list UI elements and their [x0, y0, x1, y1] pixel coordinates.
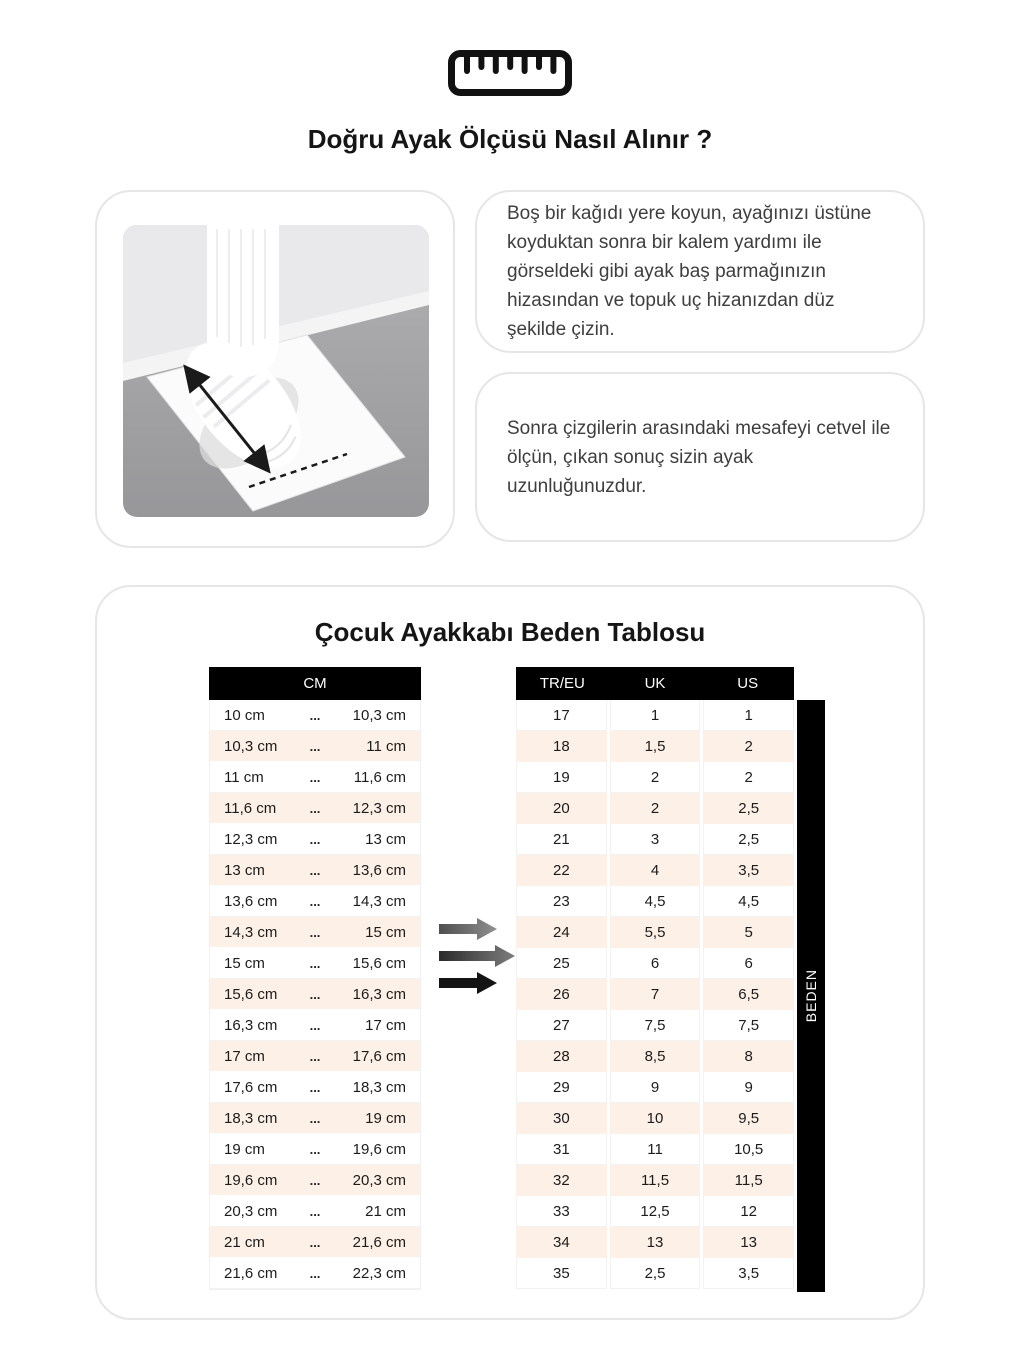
cm-table-row	[210, 917, 420, 948]
size-cell-uk: 2	[610, 762, 701, 793]
size-table-row	[516, 731, 794, 762]
cm-range-from: 17,6 cm	[224, 1078, 278, 1096]
cm-range-from: 21 cm	[224, 1233, 265, 1251]
range-dots: ...	[309, 955, 321, 971]
size-table-row	[516, 762, 794, 793]
size-cell-treu: 34	[516, 1227, 607, 1258]
cm-range-to: 19,6 cm	[352, 1140, 406, 1158]
cm-range-to: 22,3 cm	[352, 1264, 406, 1282]
photo-card	[95, 190, 455, 548]
cm-range-from: 10,3 cm	[224, 737, 278, 755]
size-cell-treu: 18	[516, 731, 607, 762]
cm-range-from: 12,3 cm	[224, 830, 278, 848]
cm-table-row	[210, 793, 420, 824]
size-header-us: US	[737, 675, 759, 692]
size-header-treu: TR/EU	[539, 675, 585, 692]
range-dots: ...	[309, 707, 321, 723]
cm-table-body	[209, 700, 421, 1290]
instruction-text-2: Sonra çizgilerin arasındaki mesafeyi cetvel ile ölçün, çıkan sonuç sizin ayak uzunluğunuzdur.	[507, 417, 891, 497]
size-cell-treu: 22	[516, 855, 607, 886]
size-cell-treu: 26	[516, 979, 607, 1010]
size-cell-uk: 4,5	[610, 886, 701, 917]
cm-range-from: 15,6 cm	[224, 985, 278, 1003]
cm-table-row	[210, 1258, 420, 1289]
size-table-row	[516, 1010, 794, 1041]
range-dots: ...	[309, 1234, 321, 1250]
cm-range-to: 15,6 cm	[352, 954, 406, 972]
size-table-row	[516, 855, 794, 886]
range-dots: ...	[309, 893, 321, 909]
size-cell-us: 2,5	[703, 793, 794, 824]
range-dots: ...	[309, 986, 321, 1002]
range-dots: ...	[309, 1203, 321, 1219]
size-cell-uk: 2	[610, 793, 701, 824]
size-cell-treu: 27	[516, 1010, 607, 1041]
cm-range-from: 11,6 cm	[224, 799, 277, 817]
size-table-row	[516, 824, 794, 855]
range-dots: ...	[309, 800, 321, 816]
cm-range-to: 16,3 cm	[352, 985, 406, 1003]
cm-table-row	[210, 1196, 420, 1227]
size-cell-treu: 25	[516, 948, 607, 979]
cm-range-from: 11 cm	[224, 768, 264, 786]
page-title: Doğru Ayak Ölçüsü Nasıl Alınır ?	[307, 124, 713, 154]
transfer-arrows-icon	[437, 917, 517, 1000]
range-dots: ...	[309, 1110, 321, 1126]
size-cell-us: 8	[703, 1041, 794, 1072]
size-table-row	[516, 700, 794, 731]
instruction-card-1	[475, 190, 925, 353]
size-cell-us: 9,5	[703, 1103, 794, 1134]
size-cell-uk: 8,5	[610, 1041, 701, 1072]
size-table-row	[516, 1072, 794, 1103]
range-dots: ...	[309, 1079, 321, 1095]
cm-table-row	[210, 1072, 420, 1103]
range-dots: ...	[309, 769, 321, 785]
size-cell-us: 7,5	[703, 1010, 794, 1041]
cm-range-to: 15 cm	[365, 923, 406, 941]
size-cell-us: 12	[703, 1196, 794, 1227]
size-cell-us: 3,5	[703, 1258, 794, 1289]
cm-range-to: 11,6 cm	[353, 768, 406, 786]
size-cell-us: 5	[703, 917, 794, 948]
cm-range-from: 18,3 cm	[224, 1109, 278, 1127]
ruler-icon-wrap	[0, 50, 1020, 96]
size-cell-us: 2,5	[703, 824, 794, 855]
range-dots: ...	[309, 1048, 321, 1064]
size-cell-uk: 12,5	[610, 1196, 701, 1227]
size-cell-treu: 24	[516, 917, 607, 948]
cm-range-from: 19,6 cm	[224, 1171, 278, 1189]
cm-table-row	[210, 1134, 420, 1165]
cm-range-from: 14,3 cm	[224, 923, 278, 941]
size-table-row	[516, 1103, 794, 1134]
size-cell-treu: 19	[516, 762, 607, 793]
size-table-row	[516, 1258, 794, 1289]
size-cell-uk: 9	[610, 1072, 701, 1103]
ruler-icon	[448, 50, 572, 96]
cm-table-row	[210, 948, 420, 979]
cm-range-to: 17 cm	[365, 1016, 406, 1034]
size-cell-uk: 11	[610, 1134, 701, 1165]
cm-range-from: 21,6 cm	[224, 1264, 278, 1282]
cm-range-to: 20,3 cm	[352, 1171, 406, 1189]
range-dots: ...	[309, 831, 321, 847]
cm-table-header: CM	[209, 667, 421, 700]
range-dots: ...	[309, 862, 321, 878]
cm-table-row	[210, 762, 420, 793]
size-cell-us: 4,5	[703, 886, 794, 917]
cm-table-row	[210, 979, 420, 1010]
size-table-header	[516, 667, 794, 700]
size-cell-us: 3,5	[703, 855, 794, 886]
size-cell-uk: 4	[610, 855, 701, 886]
size-cell-treu: 29	[516, 1072, 607, 1103]
range-dots: ...	[309, 738, 321, 754]
cm-table-row	[210, 1103, 420, 1134]
foot-measurement-photo	[123, 225, 429, 517]
size-cell-uk: 1	[610, 700, 701, 731]
cm-table-row	[210, 1041, 420, 1072]
size-cell-us: 11,5	[703, 1165, 794, 1196]
size-table-row	[516, 1041, 794, 1072]
cm-range-to: 13,6 cm	[352, 861, 406, 879]
size-table-row	[516, 1227, 794, 1258]
size-table-row	[516, 917, 794, 948]
cm-range-to: 13 cm	[365, 830, 406, 848]
range-dots: ...	[309, 924, 321, 940]
size-cell-treu: 31	[516, 1134, 607, 1165]
size-cell-treu: 33	[516, 1196, 607, 1227]
size-cell-uk: 6	[610, 948, 701, 979]
cm-table-row	[210, 1010, 420, 1041]
range-dots: ...	[309, 1141, 321, 1157]
size-cell-us: 10,5	[703, 1134, 794, 1165]
cm-table-row	[210, 731, 420, 762]
size-cell-uk: 3	[610, 824, 701, 855]
size-cell-uk: 7,5	[610, 1010, 701, 1041]
cm-table-row	[210, 855, 420, 886]
size-guide-title: Çocuk Ayakkabı Beden Tablosu	[314, 617, 706, 647]
cm-range-from: 19 cm	[224, 1140, 265, 1158]
cm-table-row	[210, 1227, 420, 1258]
size-cell-treu: 35	[516, 1258, 607, 1289]
size-table-row	[516, 948, 794, 979]
size-cell-treu: 17	[516, 700, 607, 731]
cm-range-to: 19 cm	[365, 1109, 406, 1127]
cm-range-to: 11 cm	[366, 737, 406, 755]
size-table	[516, 667, 794, 1289]
range-dots: ...	[309, 1265, 321, 1281]
cm-range-from: 13,6 cm	[224, 892, 278, 910]
size-cell-uk: 2,5	[610, 1258, 701, 1289]
cm-range-to: 10,3 cm	[352, 706, 406, 724]
size-table-row	[516, 1134, 794, 1165]
instruction-text-1: Boş bir kağıdı yere koyun, ayağınızı üstüne koyduktan sonra bir kalem yardımı ile görseldeki gibi ayak baş parmağınızın hizasından ve topuk uç hizanızdan düz şekilde çizin.	[507, 203, 872, 340]
cm-table-row	[210, 886, 420, 917]
cm-range-to: 17,6 cm	[352, 1047, 406, 1065]
size-guide-card	[95, 585, 925, 1320]
size-cell-uk: 13	[610, 1227, 701, 1258]
size-cell-us: 6,5	[703, 979, 794, 1010]
size-table-row	[516, 1196, 794, 1227]
cm-range-to: 12,3 cm	[352, 799, 406, 817]
size-table-body	[516, 700, 794, 1289]
size-table-row	[516, 886, 794, 917]
size-cell-us: 9	[703, 1072, 794, 1103]
instruction-card-2	[475, 372, 925, 542]
size-table-row	[516, 1165, 794, 1196]
beden-bar	[797, 700, 825, 1292]
size-cell-uk: 10	[610, 1103, 701, 1134]
size-cell-uk: 5,5	[610, 917, 701, 948]
cm-range-from: 16,3 cm	[224, 1016, 278, 1034]
size-cell-us: 6	[703, 948, 794, 979]
cm-table-row	[210, 700, 420, 731]
cm-table-row	[210, 824, 420, 855]
size-cell-us: 2	[703, 731, 794, 762]
size-cell-us: 2	[703, 762, 794, 793]
beden-label: BEDEN	[803, 969, 819, 1023]
cm-range-to: 14,3 cm	[352, 892, 406, 910]
cm-range-to: 21,6 cm	[352, 1233, 406, 1251]
cm-range-from: 10 cm	[224, 706, 265, 724]
range-dots: ...	[309, 1172, 321, 1188]
cm-table	[209, 667, 421, 1290]
size-cell-us: 13	[703, 1227, 794, 1258]
size-cell-treu: 20	[516, 793, 607, 824]
size-cell-treu: 28	[516, 1041, 607, 1072]
size-header-uk: UK	[644, 675, 666, 692]
size-cell-treu: 21	[516, 824, 607, 855]
cm-range-to: 21 cm	[365, 1202, 406, 1220]
size-cell-treu: 30	[516, 1103, 607, 1134]
size-cell-uk: 11,5	[610, 1165, 701, 1196]
cm-range-from: 13 cm	[224, 861, 265, 879]
size-cell-us: 1	[703, 700, 794, 731]
size-cell-uk: 1,5	[610, 731, 701, 762]
cm-range-from: 15 cm	[224, 954, 265, 972]
range-dots: ...	[309, 1017, 321, 1033]
cm-range-from: 20,3 cm	[224, 1202, 278, 1220]
size-cell-treu: 32	[516, 1165, 607, 1196]
cm-range-to: 18,3 cm	[352, 1078, 406, 1096]
size-table-row	[516, 979, 794, 1010]
cm-table-row	[210, 1165, 420, 1196]
size-cell-treu: 23	[516, 886, 607, 917]
size-cell-uk: 7	[610, 979, 701, 1010]
cm-range-from: 17 cm	[224, 1047, 265, 1065]
size-table-row	[516, 793, 794, 824]
